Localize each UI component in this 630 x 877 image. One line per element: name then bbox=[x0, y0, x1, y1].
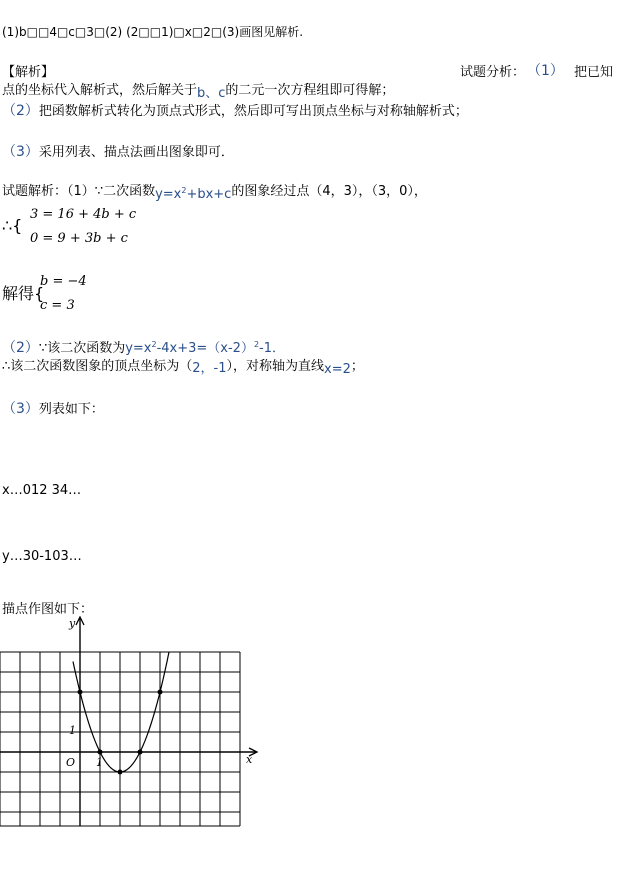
solution-line2 bbox=[2, 341, 285, 355]
system2-line2: c = 3 bbox=[40, 298, 75, 313]
answer-box: □ bbox=[210, 25, 223, 39]
answer-box: □ bbox=[191, 25, 204, 39]
answer-part2: (2) bbox=[105, 25, 123, 39]
solution-eq1-rest: +bx+c bbox=[186, 187, 232, 202]
answer-box: □ bbox=[173, 25, 185, 39]
solution-text2d: ； bbox=[350, 359, 364, 374]
answer-part1: (1)b bbox=[2, 25, 27, 39]
plotted-point bbox=[98, 750, 103, 755]
axes bbox=[0, 617, 257, 826]
solution-axis-eq: x=2 bbox=[324, 362, 351, 377]
solution-eq1-exp: 2 bbox=[181, 186, 187, 195]
solve-label: 解得{ bbox=[2, 284, 45, 303]
solution-num2: （2） bbox=[2, 340, 39, 356]
plotted-point bbox=[158, 690, 163, 695]
analysis-heading: 【解析】 bbox=[2, 65, 55, 80]
answer-b-value: 4 bbox=[49, 25, 57, 39]
solution-text3: 列表如下： bbox=[38, 402, 104, 417]
x-axis-label: x bbox=[246, 753, 253, 766]
answer-x: x bbox=[184, 25, 192, 39]
solution-line3 bbox=[2, 359, 364, 377]
analysis-line2-end: 的二元一次方程组即可得解； bbox=[225, 83, 395, 98]
solution-label: 试题解析： bbox=[2, 184, 68, 199]
answer-x-value: 2 bbox=[203, 25, 211, 39]
solution-text1b: 的图象经过点（4，3），（3，0）， bbox=[231, 184, 427, 199]
answer-box: □ bbox=[74, 25, 87, 39]
y-axis-label: y bbox=[69, 617, 76, 630]
answer-part3: (3) bbox=[222, 25, 240, 39]
analysis-line4 bbox=[2, 145, 234, 159]
analysis-text1-end: 把已知 bbox=[574, 65, 614, 80]
solution-line4 bbox=[2, 402, 104, 416]
analysis-line2-vars: b、c bbox=[197, 86, 226, 101]
parabola-graph bbox=[0, 616, 262, 842]
analysis-num1: （1） bbox=[527, 63, 564, 79]
plot-label: 描点作图如下： bbox=[2, 602, 94, 617]
answer-box: □□ bbox=[138, 25, 162, 39]
x-tick-label: 1 bbox=[96, 756, 103, 769]
analysis-num2: （2） bbox=[2, 103, 39, 119]
plotted-point bbox=[78, 690, 83, 695]
analysis-line2-text: 点的坐标代入解析式，然后解关于 bbox=[2, 83, 198, 98]
plotted-point bbox=[138, 750, 143, 755]
solution-eq2-exp2: 2 bbox=[253, 340, 260, 349]
system2-line1: b = −4 bbox=[40, 274, 87, 289]
solution-eq2-base: y=x bbox=[125, 341, 152, 356]
solution-line1 bbox=[2, 184, 427, 202]
solution-eq2 bbox=[125, 341, 285, 356]
solution-num3: （3） bbox=[2, 401, 39, 417]
answer-line bbox=[2, 26, 303, 38]
solution-text2a: ∵该二次函数为 bbox=[38, 341, 126, 356]
analysis-text3: 采用列表、描点法画出图象即可． bbox=[38, 145, 234, 160]
analysis-label: 试题分析： bbox=[460, 65, 526, 80]
table-row-x: x…012 34… bbox=[2, 483, 82, 498]
answer-part3-text: 画图见解析. bbox=[239, 25, 304, 39]
analysis-text2: 把函数解析式转化为顶点式形式，然后即可写出顶点坐标与对称轴解析式； bbox=[38, 104, 468, 119]
analysis-line2 bbox=[2, 83, 395, 101]
system1-line1: 3 = 16 + 4b + c bbox=[30, 207, 137, 222]
solution-eq1 bbox=[155, 187, 231, 202]
answer-box: □□ bbox=[26, 25, 50, 39]
answer-c-value: 3 bbox=[86, 25, 94, 39]
solution-num1: （1） bbox=[67, 184, 95, 199]
solution-eq2-mid: -4x+3=（x-2） bbox=[156, 341, 254, 356]
plotted-point bbox=[118, 770, 123, 775]
grid bbox=[0, 652, 240, 826]
solution-eq1-base: y=x bbox=[155, 187, 182, 202]
answer-box: □ bbox=[56, 25, 69, 39]
solution-text2b: ∴该二次函数图象的顶点坐标为（ bbox=[2, 359, 193, 374]
system1-line2: 0 = 9 + 3b + c bbox=[30, 231, 128, 246]
solution-text2c: ），对称轴为直线 bbox=[226, 359, 325, 374]
table-row-y: y…30-103… bbox=[2, 549, 82, 564]
answer-part2-tail: 1) bbox=[161, 25, 174, 39]
analysis-line3 bbox=[2, 104, 468, 118]
origin-label: O bbox=[66, 756, 76, 769]
solution-text1a: ∵二次函数 bbox=[94, 184, 156, 199]
solution-eq2-end: -1． bbox=[259, 341, 286, 356]
answer-part2-value: (2 bbox=[126, 25, 139, 39]
solution-vertex: 2，-1 bbox=[192, 361, 227, 376]
analysis-num3: （3） bbox=[2, 144, 39, 160]
answer-c: c bbox=[68, 25, 75, 39]
solution-eq2-exp: 2 bbox=[151, 340, 157, 349]
solution-therefore: ∴{ bbox=[2, 216, 23, 235]
y-tick-label: 1 bbox=[69, 724, 76, 737]
answer-box: □ bbox=[93, 25, 106, 39]
